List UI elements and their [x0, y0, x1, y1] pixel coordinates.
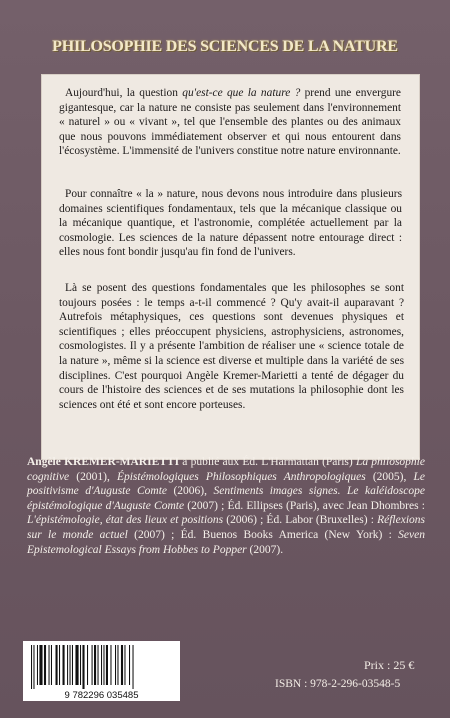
barcode-bar	[67, 645, 68, 685]
barcode-bar	[87, 645, 88, 685]
ean-barcode	[23, 641, 180, 701]
barcode-bar	[39, 645, 42, 685]
blurb-text: prend une envergure gigantesque, car la nature ne consiste pas seulement dans l'environnement « naturel » ou « vivant », tel que l'ensemble des plantes ou des animaux que nous pouvons immédiatement observer et qui nous entourent dans l'écosystème. L'immensité de l'univers constitue notre nature environnante.	[59, 87, 401, 158]
barcode-bar	[117, 645, 118, 685]
barcode-bar	[44, 645, 46, 685]
barcode-bar	[33, 645, 34, 689]
barcode-bar	[63, 645, 65, 685]
barcode-bar	[75, 645, 78, 685]
barcode-bar	[101, 645, 102, 685]
bio-text: (2007).	[246, 543, 284, 556]
work-title: L'épistémologie, état des lieux et positions	[27, 514, 224, 527]
bio-text: (2006),	[167, 485, 214, 498]
author-name: Angèle KREMER-MARIETTI	[27, 456, 180, 468]
barcode-bar	[98, 645, 99, 685]
barcode-bar	[103, 645, 104, 685]
barcode-bar	[80, 645, 81, 685]
barcode-bar	[124, 645, 125, 685]
barcode-bar	[129, 645, 130, 685]
blurb-paragraph-2: Pour connaître « la » nature, nous devons nous introduire dans plusieurs domaines scientifiques fondamentaux, tels que la mécanique classique ou la mécanique quantique, et l'astronomie, complétée actuellement par la cosmologie. Les sciences de la nature dépassent notre entourage direct : elles nous font bondir jusqu'au fin fond de l'univers.	[59, 188, 402, 259]
barcode-bar	[59, 645, 60, 685]
work-title: Seven Epistemological Essays from Hobbes to Popper	[27, 528, 425, 556]
barcode-bar	[92, 645, 93, 685]
author-bio	[27, 455, 425, 557]
bio-text: (2006) ; Éd. Labor (Bruxelles) :	[223, 514, 378, 527]
barcode-bar	[121, 645, 123, 685]
bio-text: (2007) ; Éd. Ellipses (Paris), avec Jean Dhombres :	[184, 499, 425, 512]
barcode-bar	[133, 645, 134, 689]
barcode-bar	[106, 645, 108, 685]
work-title: Réflexions sur le monde actuel	[27, 514, 425, 541]
bio-text: (2001),	[69, 470, 117, 483]
barcode-bar	[110, 645, 111, 685]
barcode-bar	[49, 645, 50, 685]
barcode-icon	[23, 641, 180, 701]
work-title: La philosophie cognitive	[27, 456, 425, 483]
work-title: Sentiments images signes. Le kaléidoscope épistémologique d'Auguste Comte	[27, 485, 425, 512]
price-label: Prix : 25 €	[364, 658, 415, 672]
barcode-bar	[94, 645, 96, 685]
barcode-bar	[70, 645, 71, 685]
blurb-paragraph-3: Là se posent des questions fondamentales que les philosophes se sont toujours posées : le temps a-t-il commencé ? Qu'y avait-il auparavant ? Autrefois métaphysiques, ces questions sont devenues physiques et scientifiques ; elles préoccupent physiciens, astrophysiciens, astronomes, cosmologistes. Il y a présente l'ambition de réaliser une « science totale de la nature », même si la science est diverse et multiple dans la variété de ses disciplines. C'est pourquoi Angèle Kremer-Marietti a tenté de dégager du cours de l'histoire des sciences et de ses mutations la philosophie dont les sciences ont été et sont encore porteuses.	[59, 282, 404, 411]
bio-text: (2005),	[365, 470, 414, 483]
bio-text: (2007) ; Éd. Buenos Books America (New York) :	[127, 528, 399, 541]
barcode-number: 9 782296 035485	[64, 690, 139, 701]
cover-title: PHILOSOPHIE DES SCIENCES DE LA NATURE	[52, 38, 398, 55]
barcode-bar	[37, 645, 38, 685]
barcode-bar	[115, 645, 116, 685]
work-title: Épistémologiques Philosophiques Anthropologiques	[116, 470, 366, 483]
blurb-text: Aujourd'hui, la question	[65, 87, 183, 99]
barcode-bar	[72, 645, 73, 685]
barcode-bar	[82, 645, 84, 689]
blurb-question: qu'est-ce que la nature ?	[182, 87, 301, 99]
bio-text: a publié aux Éd. L'Harmattan (Paris)	[179, 456, 356, 468]
work-title: Le positivisme d'Auguste Comte	[27, 470, 425, 498]
barcode-bar	[31, 645, 32, 689]
blurb-paragraph-1	[59, 86, 401, 159]
barcode-bar	[51, 645, 52, 685]
barcode-bar	[56, 645, 58, 685]
isbn-label: ISBN : 978-2-296-03548-5	[275, 678, 401, 690]
